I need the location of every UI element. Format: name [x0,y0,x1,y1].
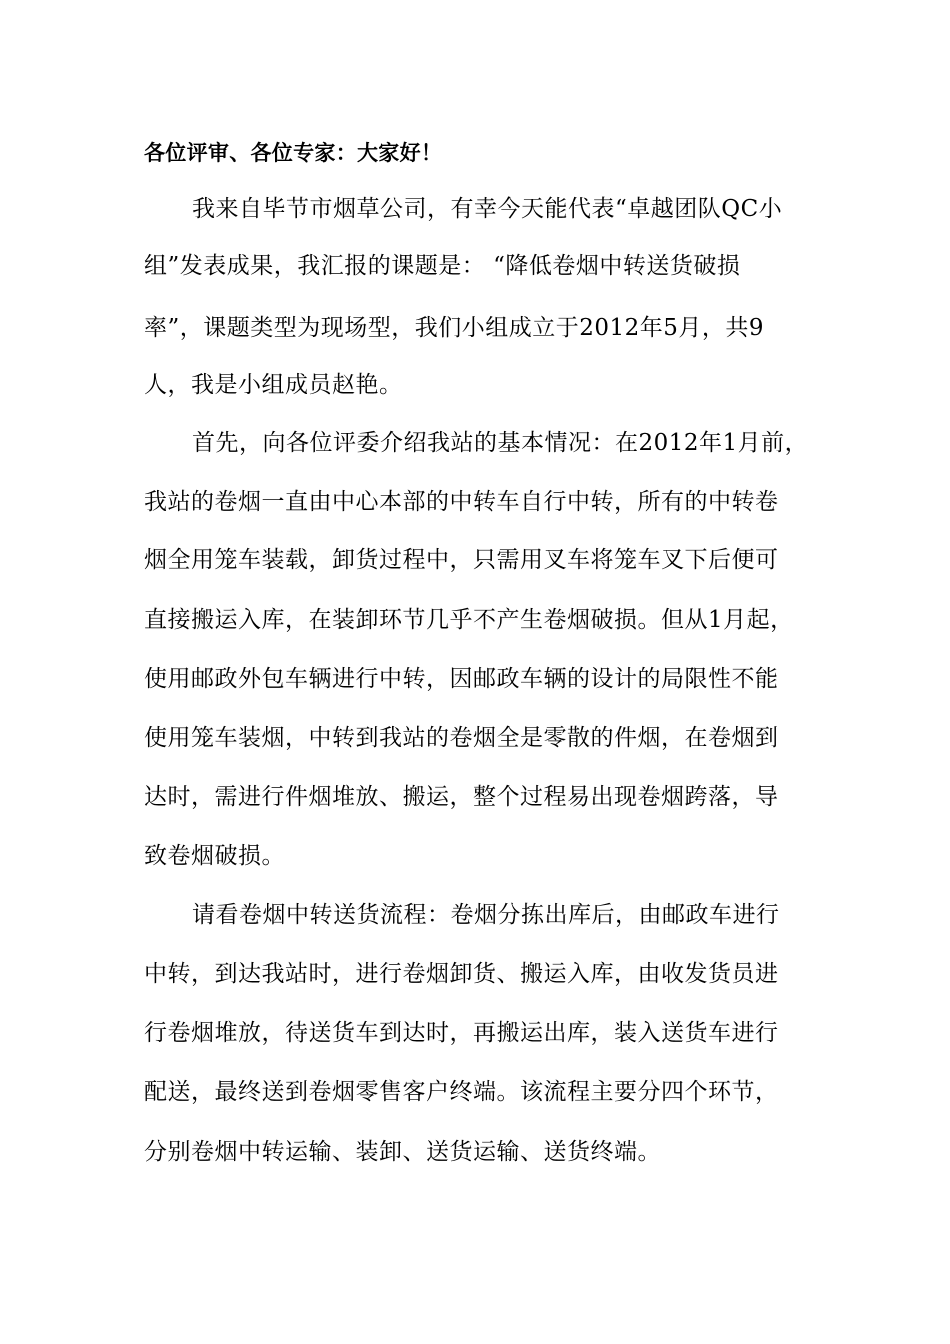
paragraph-3-line-4: 配送，最终送到卷烟零售客户终端。该流程主要分四个环节， [144,1079,779,1105]
paragraph-2-line-2: 我站的卷烟一直由中心本部的中转车自行中转，所有的中转卷 [144,489,779,515]
paragraph-2-line-4: 直接搬运入库，在装卸环节几乎不产生卷烟破损。但从1月起， [144,607,794,633]
paragraph-2-line-7: 达时，需进行件烟堆放、搬运，整个过程易出现卷烟跨落，导 [144,784,779,810]
paragraph-3-line-1: 请看卷烟中转送货流程：卷烟分拣出库后，由邮政车进行 [192,902,780,928]
greeting-heading: 各位评审、各位专家：大家好！ [144,141,443,165]
paragraph-1-line-1: 我来自毕节市烟草公司，有幸今天能代表“卓越团队QC小 [192,196,783,222]
paragraph-2-line-3: 烟全用笼车装载，卸货过程中，只需用叉车将笼车叉下后便可 [144,547,779,573]
paragraph-2-line-1: 首先，向各位评委介绍我站的基本情况：在2012年1月前， [192,430,809,456]
paragraph-1-line-2: 组”发表成果，我汇报的课题是： “降低卷烟中转送货破损 [144,253,741,279]
paragraph-3-line-3: 行卷烟堆放，待送货车到达时，再搬运出库，装入送货车进行 [144,1020,779,1046]
paragraph-2-line-5: 使用邮政外包车辆进行中转，因邮政车辆的设计的局限性不能 [144,666,779,692]
paragraph-1-line-4: 人，我是小组成员赵艳。 [144,372,403,398]
paragraph-1-line-3: 率”，课题类型为现场型，我们小组成立于2012年5月，共9 [144,315,765,341]
paragraph-3-line-5: 分别卷烟中转运输、装卸、送货运输、送货终端。 [144,1139,661,1165]
paragraph-2-line-6: 使用笼车装烟，中转到我站的卷烟全是零散的件烟，在卷烟到 [144,725,779,751]
paragraph-3-line-2: 中转，到达我站时，进行卷烟卸货、搬运入库，由收发货员进 [144,961,779,987]
paragraph-2-line-8: 致卷烟破损。 [144,843,285,869]
